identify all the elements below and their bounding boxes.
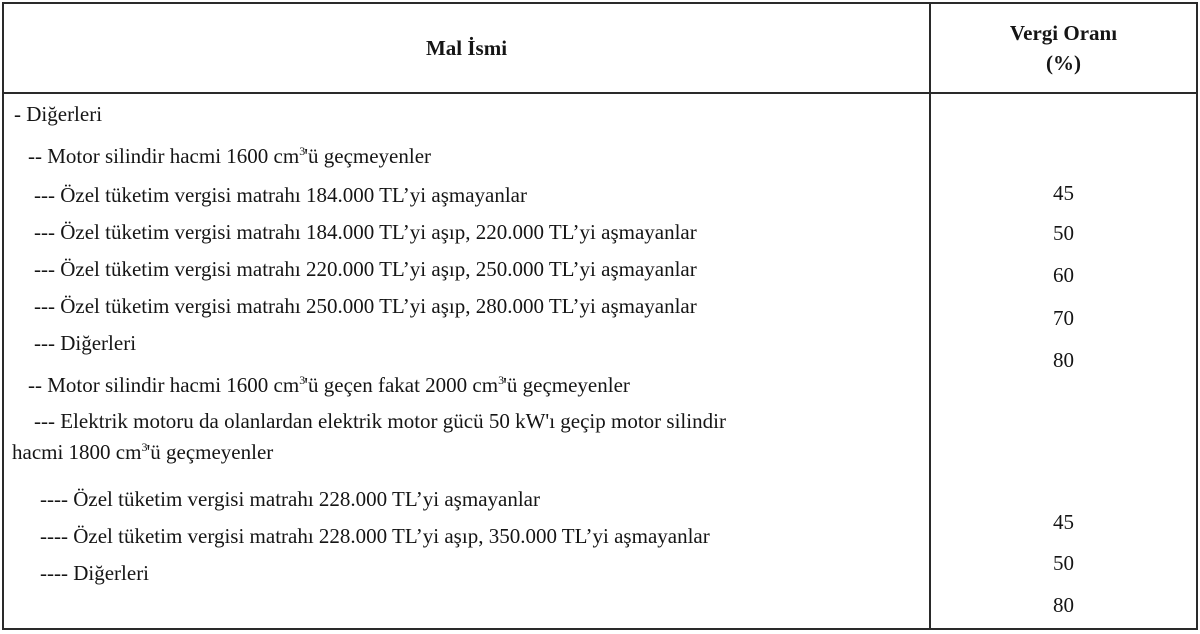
table-row xyxy=(34,330,959,356)
item-label: --- Elektrik motoru da olanlardan elektrik motor gücü 50 kW'ı geçip motor silindir xyxy=(34,409,726,433)
table-row xyxy=(40,486,965,512)
table-body xyxy=(3,93,1197,629)
tax-rate-value: 60 xyxy=(1053,263,1074,287)
table-row xyxy=(34,219,959,245)
table-row xyxy=(28,367,953,398)
table-row xyxy=(34,256,959,282)
item-label: --- Diğerleri xyxy=(34,331,137,355)
column-header-item-name-label: Mal İsmi xyxy=(425,36,508,60)
item-label: ---- Özel tüketim vergisi matrahı 228.000 TL’yi aşmayanlar xyxy=(40,487,540,511)
item-label: --- Özel tüketim vergisi matrahı 184.000 TL’yi aşmayanlar xyxy=(34,183,527,207)
table-row xyxy=(14,101,939,127)
column-header-item-name xyxy=(3,3,930,93)
item-label: -- Motor silindir hacmi 1600 cm xyxy=(28,144,300,168)
table-row xyxy=(34,182,959,208)
item-label-continued xyxy=(12,434,959,465)
superscript: 3 xyxy=(299,144,305,158)
table-row xyxy=(34,293,959,319)
tax-rate-value: 45 xyxy=(1053,181,1074,205)
tax-rate-value: 45 xyxy=(1053,510,1074,534)
table-row xyxy=(40,523,965,549)
item-label: 'ü geçmeyenler xyxy=(146,440,274,464)
item-label: 'ü geçen fakat 2000 cm xyxy=(304,373,499,397)
item-label: 'ü geçmeyenler xyxy=(503,373,630,397)
superscript: 3 xyxy=(299,373,305,387)
item-name-column xyxy=(3,93,930,629)
superscript: 3 xyxy=(141,440,147,454)
item-label: --- Özel tüketim vergisi matrahı 220.000 TL’yi aşıp, 250.000 TL’yi aşmayanlar xyxy=(34,257,697,281)
tax-rate-value: 70 xyxy=(1053,306,1074,330)
tax-rate-value: 80 xyxy=(1053,348,1074,372)
table-row xyxy=(12,408,959,465)
column-header-tax-rate-unit: (%) xyxy=(1046,51,1081,75)
column-header-tax-rate-label: Vergi Oranı xyxy=(1009,21,1118,45)
item-label: --- Özel tüketim vergisi matrahı 250.000 TL’yi aşıp, 280.000 TL’yi aşmayanlar xyxy=(34,294,697,318)
tax-rate-value: 50 xyxy=(1053,551,1074,575)
tax-rate-value: 80 xyxy=(1053,593,1074,617)
item-label: -- Motor silindir hacmi 1600 cm xyxy=(28,373,300,397)
item-label: --- Özel tüketim vergisi matrahı 184.000 TL’yi aşıp, 220.000 TL’yi aşmayanlar xyxy=(34,220,697,244)
item-label: ---- Diğerleri xyxy=(40,561,150,585)
item-label: 'ü geçmeyenler xyxy=(304,144,432,168)
item-label: hacmi 1800 cm xyxy=(12,440,142,464)
item-label: ---- Özel tüketim vergisi matrahı 228.000 TL’yi aşıp, 350.000 TL’yi aşmayanlar xyxy=(40,524,710,548)
item-label: - Diğerleri xyxy=(14,102,103,126)
table-header-row xyxy=(3,3,1197,93)
column-header-tax-rate xyxy=(930,3,1197,93)
tax-rate-value: 50 xyxy=(1053,221,1074,245)
tax-rate-column xyxy=(930,93,1197,629)
superscript: 3 xyxy=(498,373,504,387)
table-row xyxy=(40,560,965,586)
tax-rate-table xyxy=(2,2,1198,630)
table-row xyxy=(28,138,953,169)
